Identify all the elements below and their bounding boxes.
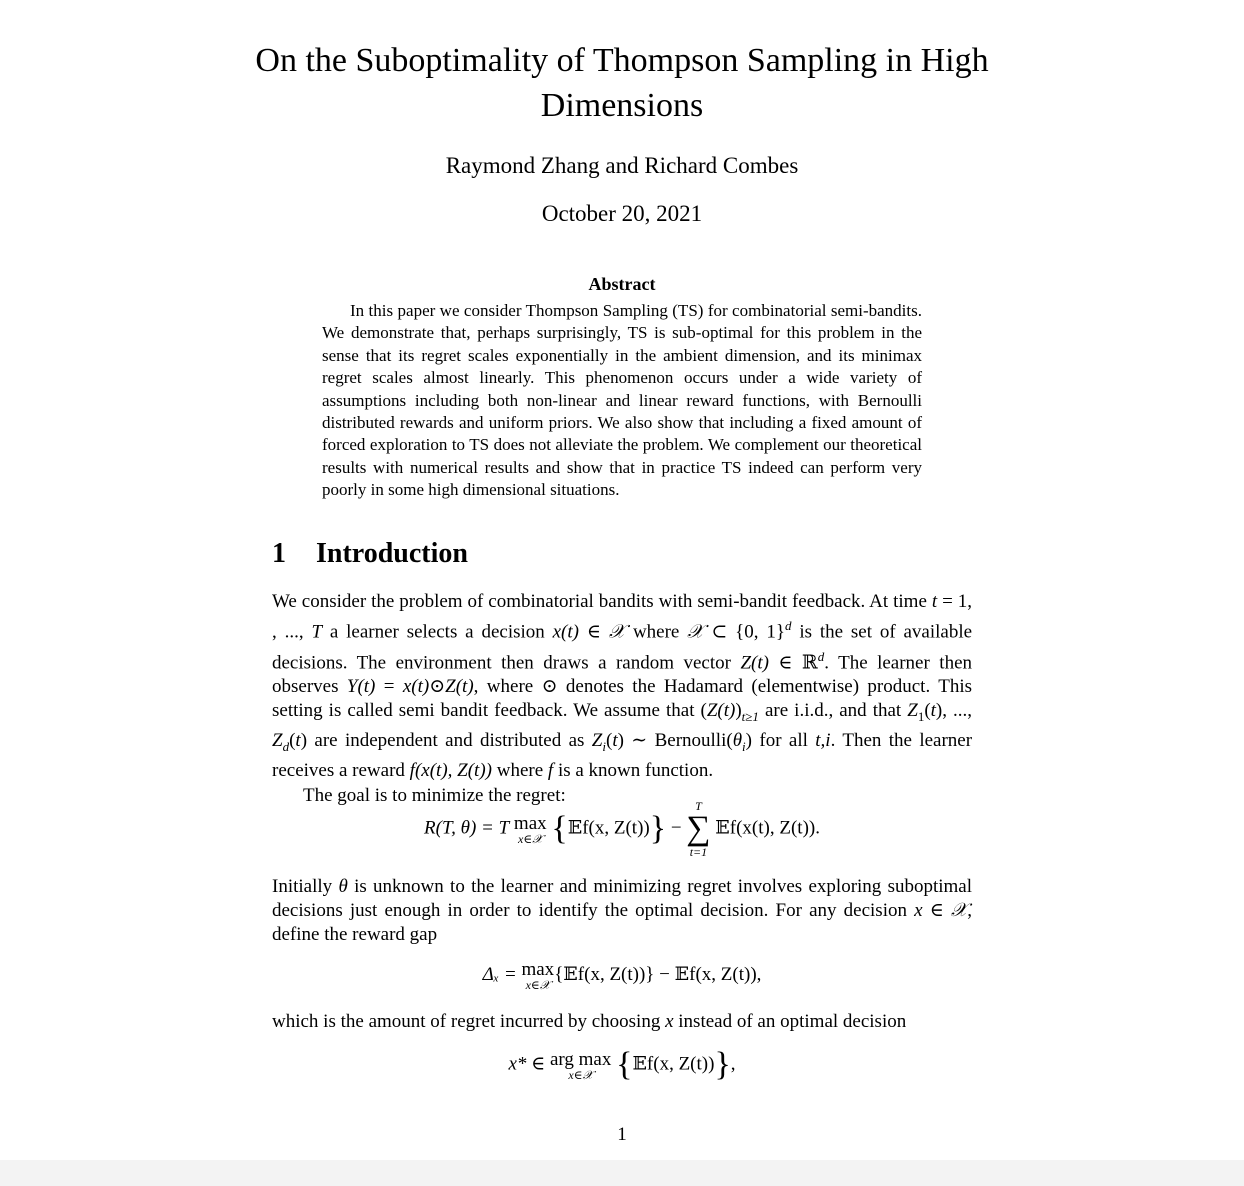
intro-text: denotes the Hadamard (elementwise) product. This setting is called semi bandit feedback. We assume that: [272, 676, 973, 722]
intro-text: which is the amount of regret incurred by choosing: [272, 1011, 661, 1032]
inline-math: f: [547, 760, 554, 782]
inline-math: θ: [338, 876, 348, 897]
inline-math: 𝒳: [687, 621, 704, 643]
op-subscript: x∈𝒳: [568, 1067, 593, 1082]
intro-text: Initially: [272, 876, 333, 897]
max-operator: [521, 960, 554, 991]
intro-paragraph-3: Initially θ is unknown to the learner and minimizing regret involves exploring suboptimal decisions just enough in order to identify the optimal decision. For any decision x ∈ 𝒳, define the reward gap: [272, 876, 973, 946]
intro-text: instead of an optimal decision: [678, 1011, 907, 1032]
intro-text: define the reward gap: [272, 924, 438, 946]
eq-text: 𝔼f(x, Z(t)): [632, 1053, 715, 1075]
op-label: max: [513, 812, 547, 834]
inline-math: t: [931, 591, 938, 612]
op-label: arg max: [549, 1048, 612, 1070]
sum-operator: T ∑ t=1: [686, 799, 711, 859]
intro-text: . Then the learner receives a reward: [272, 730, 973, 782]
abstract-heading: Abstract: [588, 274, 656, 294]
inline-math: Z: [591, 730, 603, 752]
intro-text: where: [496, 760, 544, 782]
intro-text: is a known function.: [557, 760, 714, 782]
paper-date: October 20, 2021: [541, 201, 703, 226]
intro-text: . The learner then observes: [272, 652, 972, 698]
argmax-operator: [550, 1050, 611, 1081]
intro-text: a learner selects a decision: [329, 621, 545, 643]
inline-math: x: [914, 900, 923, 922]
intro-text: We consider the problem of combinatorial bandits with semi-bandit feedback. At time: [272, 591, 927, 612]
intro-text: is unknown to the learner and minimizing regret involves exploring suboptimal decisions just enough in order to identify the optimal decision. For any decision: [272, 876, 973, 922]
max-operator: [514, 814, 547, 845]
inline-math: f(x(t), Z(t)): [409, 760, 492, 782]
eq-text: ,: [730, 1053, 736, 1075]
abstract-text: In this paper we consider Thompson Sampling (TS) for combinatorial semi-bandits. We demonstrate that, perhaps surprisingly, TS is sub-optimal for this problem in the sense that its regret scales exponentially in the ambient dimension, and its minimax regret scales almost linearly. This phenomenon occurs under a wide variety of assumptions including both non-linear and linear reward functions, with Bernoulli distributed rewards and uniform priors. We also show that including a fixed amount of forced exploration to TS does not alleviate the problem. We complement our theoretical results with numerical results and show that in practice TS indeed can perform very poorly in some high dimensional situations.: [322, 301, 922, 500]
eq-text: x* ∈: [508, 1053, 546, 1075]
paper-title: On the Suboptimality of Thompson Sampling in High Dimensions: [255, 42, 989, 124]
inline-math: Y(t): [346, 676, 376, 698]
section-number: 1: [272, 538, 286, 569]
intro-text: where: [632, 621, 680, 643]
eq-text: Δₓ =: [482, 963, 517, 985]
intro-paragraph-2: The goal is to minimize the regret:: [303, 784, 566, 806]
paper-authors: Raymond Zhang and Richard Combes: [445, 153, 799, 178]
inline-math: x: [665, 1011, 674, 1032]
reward-gap-equation: [272, 960, 972, 991]
op-subscript: t=1: [689, 845, 708, 859]
eq-text: {𝔼f(x, Z(t))} − 𝔼f(x, Z(t)),: [554, 963, 762, 985]
intro-text: is the set of available decisions. The environment then draws a random vector: [272, 621, 973, 674]
intro-paragraph-1: We consider the problem of combinatorial bandits with semi-bandit feedback. At time t = 1, , ..., T a learner selects a decision x(t) ∈ 𝒳 where 𝒳 ⊂ {0, 1}$^d$ is the set of available decisions. The environment then draws a random vector Z(t) ∈ ℝ$^d$. The learner then observes Y(t) = x(t)⊙Z(t), where ⊙ denotes the Hadamard (elementwise) product. This setting is called semi bandit feedback. We assume that $(Z(t))_{t\ge 1}$ are i.i.d., and that $Z_1(t)$, ..., $Z_d(t)$ are independent and distributed as $Z_i(t)$ ∼ $Bernoulli(\theta_i)$ for all t,i. Then the learner receives a reward f(x(t), Z(t)) where f is a known function. The goal is to minimize the regret:: [272, 590, 972, 808]
eq-text: 𝔼f(x(t), Z(t)).: [715, 817, 820, 839]
intro-text: are independent and distributed as: [314, 730, 585, 752]
intro-text: are i.i.d., and that: [764, 700, 902, 722]
op-label: max: [521, 959, 555, 980]
intro-text: for all: [759, 730, 808, 752]
optimal-decision-equation: x* ∈ arg max x∈𝒳 {𝔼f(x, Z(t))},: [508, 1046, 736, 1083]
inline-math: Z(t): [740, 652, 769, 674]
section-heading: [272, 536, 468, 572]
op-subscript: x∈𝒳: [518, 831, 543, 846]
intro-text: Bernoulli: [654, 730, 727, 752]
regret-equation: R(T, θ) = T max x∈𝒳 {𝔼f(x, Z(t))} − T ∑ t=1 𝔼f(x(t), Z(t)).: [424, 799, 820, 859]
abstract-body: [322, 300, 922, 502]
intro-text: , where: [473, 676, 534, 698]
eq-text: −: [670, 817, 682, 839]
op-superscript: T: [695, 799, 702, 813]
inline-math: x(t): [552, 621, 579, 643]
eq-text: R(T, θ) = T: [424, 817, 510, 839]
op-subscript: x∈𝒳: [525, 978, 551, 992]
inline-math: Z: [907, 700, 918, 722]
section-title: Introduction: [316, 538, 468, 569]
eq-text: 𝔼f(x, Z(t)): [567, 817, 650, 839]
page-number: 1: [617, 1124, 627, 1145]
intro-paragraph-4: [272, 1010, 972, 1034]
inline-math: t,i: [815, 730, 831, 752]
viewer-bottom-band: [0, 1160, 1244, 1186]
